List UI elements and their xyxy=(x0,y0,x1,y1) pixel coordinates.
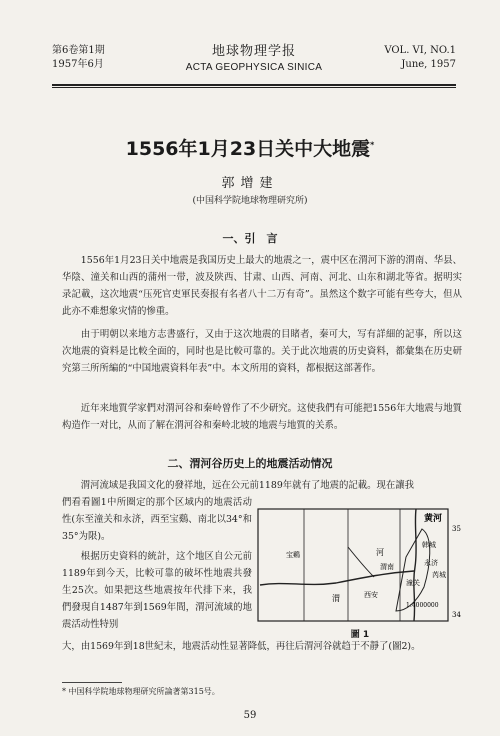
paragraph-4-wrap: 們看看圖1中所圈定的那个区域内的地震活动性(东至潼关和永济，西至宝鷄、南北以34°和35°为限)。 xyxy=(62,497,252,542)
paragraph-1: 1556年1月23日关中地震是我国历史上最大的地震之一，震中区在渭河下游的渭南、华县、华陰、潼关和山西的蒲州一带，波及陕西、甘肃、山西、河南、河北、山东和湖北等省。据明实录記載，这次地震“压死官吏軍民奏报有名者八十二万有奇”。虽然这个数字可能有些夸大，但从此亦不难想象灾情的惨重。 xyxy=(62,255,462,317)
map-label-lat34: 34 xyxy=(452,611,461,619)
header-rule xyxy=(52,84,456,86)
section-heading-activity: 二、渭河谷历史上的地震活动情况 xyxy=(167,457,333,470)
issue-date: 1957年6月 xyxy=(52,59,104,70)
affiliation: (中国科学院地球物理研究所) xyxy=(192,196,308,206)
volume-issue-en: VOL. VI, NO.1 xyxy=(384,45,456,56)
title-text: 1556年1月23日关中大地震 xyxy=(125,138,371,160)
map-label-yongji: 永济 xyxy=(424,559,438,567)
section-heading-intro: 一、引 言 xyxy=(222,232,278,245)
map-label-ruicheng: 芮城 xyxy=(432,571,446,579)
issue-date-en: June, 1957 xyxy=(401,59,456,70)
paragraph-2: 由于明朝以来地方志書盛行，又由于这次地震的目睹者，秦可大，写有詳細的記事，所以这次地震的資料是比較全面的，同时也是比較可靠的。关于此次地震的历史資料，都彙集在历史研究第三所所編的“中国地震資料年表”中。本文所用的資料，都根据这部著作。 xyxy=(62,329,462,374)
map-scale: 1:4000000 xyxy=(406,602,439,609)
wei-river-line xyxy=(260,571,414,585)
map-label-tongguan: 潼关 xyxy=(406,579,420,587)
figure-1-caption: 圖 1 xyxy=(350,630,370,640)
map-label-hancheng: 韩城 xyxy=(422,541,436,549)
map-label-lat35: 35 xyxy=(452,525,461,533)
map-label-he: 河 xyxy=(376,548,384,557)
article-title xyxy=(0,134,500,161)
paragraph-3: 近年来地質学家們对渭河谷和秦岭曾作了不少研究。这使我們有可能把1556年大地震与地質构造作一对比，从而了解在渭河谷和秦岭北坡的地震与地質的关系。 xyxy=(62,403,462,431)
header-rule-thin xyxy=(52,87,456,88)
map-label-yellow-river: 黄河 xyxy=(424,514,443,524)
figure-1-map xyxy=(256,507,464,625)
volume-issue: 第6卷第1期 xyxy=(52,45,105,56)
author: 郭增建 xyxy=(221,176,279,191)
footnote: * 中国科学院地球物理研究所論著第315号。 xyxy=(62,687,220,696)
footnote-rule xyxy=(62,682,122,683)
map-label-weinan: 渭南 xyxy=(380,563,394,571)
page-number: 59 xyxy=(243,710,257,721)
running-header xyxy=(52,44,456,80)
map-label-baoji: 宝鷄 xyxy=(286,551,300,559)
tributary-line xyxy=(348,547,374,577)
paragraph-5-end: 大，由1569年到18世紀末，地震活动性显著降低，再往后渭河谷就趋于不靜了(圖2)。 xyxy=(62,641,421,652)
journal-name-en: ACTA GEOPHYSICA SINICA xyxy=(185,62,323,73)
issue-info-en xyxy=(384,44,456,72)
paragraph-4-line: 渭河流域是我国文化的發祥地，远在公元前1189年就有了地震的記載。现在讓我 xyxy=(80,480,415,491)
title-footnote-mark: * xyxy=(370,140,375,150)
map-label-wei: 渭 xyxy=(332,594,340,603)
paragraph-5-wrap: 根据历史資料的統計，这个地区自公元前1189年到今天，比較可靠的破坏性地震共發生25次。如果把这些地震按年代排下来，我們發現自1487年到1569年間，渭河流域的地震活动性特别 xyxy=(62,551,252,630)
map-label-xian: 西安 xyxy=(364,591,378,599)
journal-name-zh: 地球物理学报 xyxy=(211,44,296,59)
